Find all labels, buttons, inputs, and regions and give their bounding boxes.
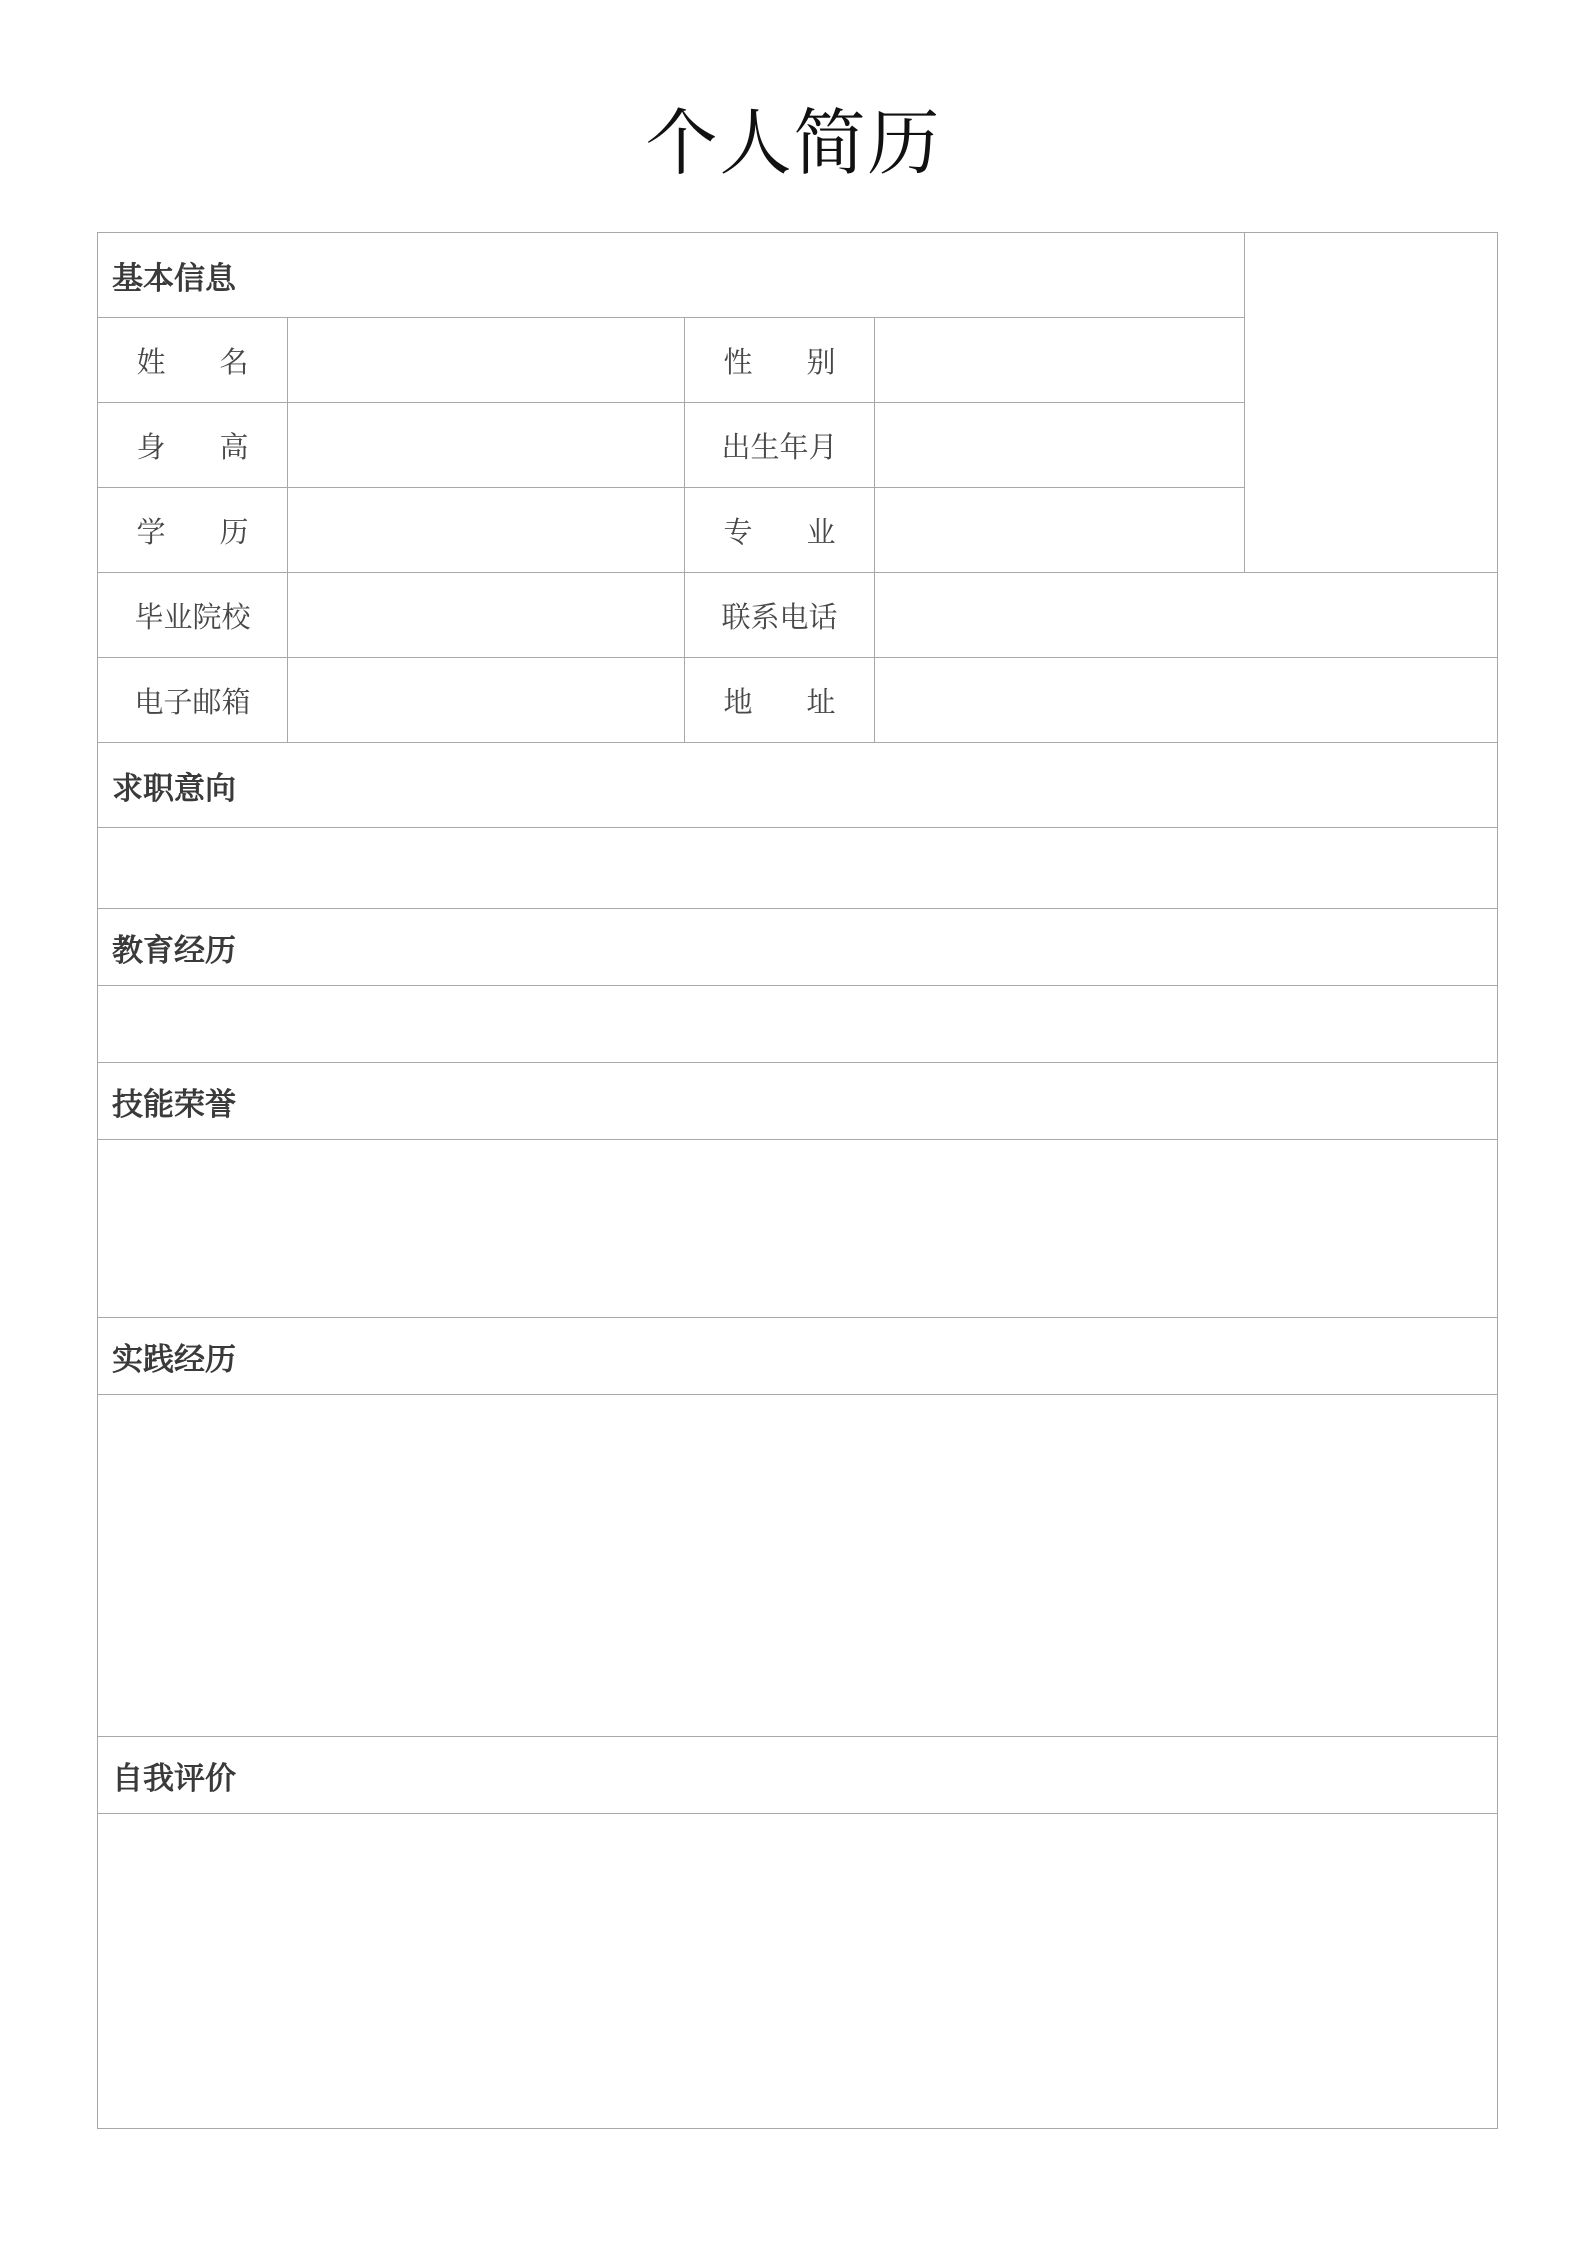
label-birth-text: 出生年月 [721, 429, 838, 464]
value-major[interactable] [875, 488, 1245, 573]
section-heading-self-evaluation: 自我评价 [98, 1737, 1498, 1814]
value-email[interactable] [288, 658, 685, 743]
label-school-text: 毕业院校 [134, 599, 251, 634]
content-self-evaluation[interactable] [98, 1814, 1498, 2129]
label-name-char-2: 名 [219, 344, 249, 379]
label-name-text [137, 340, 249, 381]
label-height-char-2: 高 [219, 429, 249, 464]
label-major-char-1: 专 [723, 514, 753, 549]
label-address-char-1: 地 [723, 684, 753, 719]
label-major-char-2: 业 [806, 514, 836, 549]
label-gender-char-1: 性 [723, 344, 753, 379]
value-name[interactable] [288, 318, 685, 403]
label-address-text [724, 680, 836, 721]
section-heading-education-history: 教育经历 [98, 909, 1498, 986]
label-height-char-1: 身 [136, 429, 166, 464]
label-birth [685, 403, 875, 488]
value-education[interactable] [288, 488, 685, 573]
value-gender[interactable] [875, 318, 1245, 403]
value-address[interactable] [875, 658, 1498, 743]
page-title: 个人简历 [645, 101, 942, 185]
section-heading-job-intention: 求职意向 [98, 743, 1498, 828]
value-school[interactable] [288, 573, 685, 658]
section-heading-basic-info: 基本信息 [98, 233, 1245, 318]
resume-table [97, 232, 1498, 2129]
label-education [98, 488, 288, 573]
label-phone-text: 联系电话 [721, 599, 838, 634]
photo-cell[interactable] [1245, 233, 1498, 573]
section-heading-skills-honors: 技能荣誉 [98, 1063, 1498, 1140]
label-height-text [137, 425, 249, 466]
label-address-char-2: 址 [806, 684, 836, 719]
label-gender-text [724, 340, 836, 381]
label-height [98, 403, 288, 488]
value-height[interactable] [288, 403, 685, 488]
content-job-intention[interactable] [98, 828, 1498, 909]
content-practice-experience[interactable] [98, 1395, 1498, 1737]
label-school [98, 573, 288, 658]
label-education-text [137, 510, 249, 551]
label-education-char-2: 历 [219, 514, 249, 549]
section-heading-practice-experience: 实践经历 [98, 1318, 1498, 1395]
label-gender [685, 318, 875, 403]
content-skills-honors[interactable] [98, 1140, 1498, 1318]
content-education-history[interactable] [98, 986, 1498, 1063]
label-major [685, 488, 875, 573]
value-phone[interactable] [875, 573, 1498, 658]
label-education-char-1: 学 [136, 514, 166, 549]
value-birth[interactable] [875, 403, 1245, 488]
label-name-char-1: 姓 [136, 344, 166, 379]
label-name [98, 318, 288, 403]
label-major-text [724, 510, 836, 551]
label-phone [685, 573, 875, 658]
label-email-text: 电子邮箱 [134, 684, 251, 719]
label-email [98, 658, 288, 743]
label-gender-char-2: 别 [806, 344, 836, 379]
label-address [685, 658, 875, 743]
